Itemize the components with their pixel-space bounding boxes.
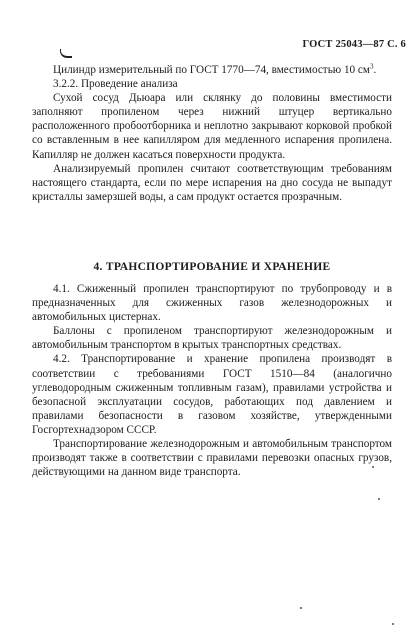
- paragraph-procedure: Сухой сосуд Дьюара или склянку до половины вместимости заполняют пропиленом через нижний штуцер вертикально расположенного пробоотборника и неплотно закрывают корковой пробкой со вставленным в нее капилляром для медленного испарения пропилена. Капилляр не должен касаться поверхности продукта.: [32, 92, 392, 161]
- paragraph-cylinders: Баллоны с пропиленом транспортируют железнодорожным и автомобильным транспортом в крытых транспортных средствах.: [32, 325, 392, 352]
- scan-mark: [60, 49, 72, 58]
- scan-speck: [300, 607, 302, 609]
- analysis-section-text: [32, 63, 392, 204]
- cylinder-unit-superscript: 3: [369, 62, 374, 71]
- page-header-standard-ref: ГОСТ 25043—87 С. 6: [302, 39, 406, 50]
- cylinder-text-end: .: [373, 64, 377, 76]
- paragraph-dangerous-goods: Транспортирование железнодорожным и автомобильным транспортом производят также в соответствии с правилами перевозки опасных грузов, действующими на данном виде транспорта.: [32, 438, 392, 479]
- paragraph-evaluation: Анализируемый пропилен считают соответствующим требованиям настоящего стандарта, если по мере испарения на дно сосуда не выпадут кристаллы замерзшей воды, а сам продукт остается прозрачным.: [32, 162, 392, 203]
- section-title: 4. ТРАНСПОРТИРОВАНИЕ И ХРАНЕНИЕ: [93, 261, 331, 273]
- scan-speck: [372, 466, 374, 468]
- paragraph-4-1: 4.1. Сжиженный пропилен транспортируют по трубопроводу и в предназначенных для сжиженных газов железнодорожных и автомобильных цистернах.: [32, 283, 392, 324]
- scan-speck: [378, 498, 380, 500]
- transport-section-text: [32, 282, 392, 479]
- scan-speck: [392, 623, 394, 625]
- subsection-heading: 3.2.2. Проведение анализа: [53, 78, 178, 91]
- cylinder-text: Цилиндр измерительный по ГОСТ 1770—74, вместимостью 10 см: [53, 64, 370, 76]
- paragraph-cylinder: [32, 63, 392, 77]
- paragraph-4-2: 4.2. Транспортирование и хранение пропилена производят в соответствии с требованиями ГОСТ 1510—84 (аналогично углеводородным сжиженным топливным газам), правилами устройства и безопасной эксплуатации сосудов, работающих под давлением и правилами безопасности в газовом хозяйстве, утвержденными Госгортехнадзором СССР.: [32, 353, 392, 436]
